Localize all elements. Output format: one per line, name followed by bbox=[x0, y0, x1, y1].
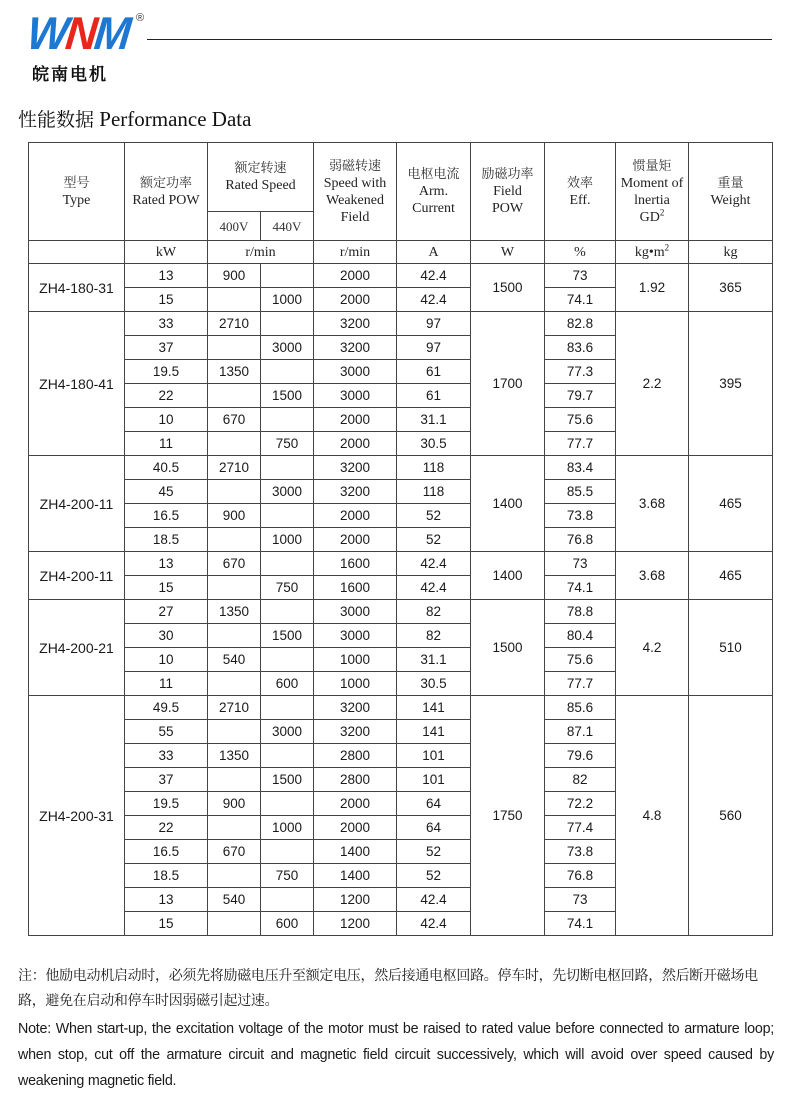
cell-speed-400v: 1350 bbox=[208, 600, 261, 624]
cell-type: ZH4-200-11 bbox=[29, 552, 125, 600]
cell-type: ZH4-200-31 bbox=[29, 696, 125, 936]
cell-speed-400v bbox=[208, 480, 261, 504]
cell-rated-pow: 15 bbox=[125, 576, 208, 600]
cell-type: ZH4-180-31 bbox=[29, 264, 125, 312]
cell-efficiency: 82 bbox=[545, 768, 616, 792]
cell-rated-pow: 15 bbox=[125, 912, 208, 936]
cell-speed-400v bbox=[208, 864, 261, 888]
cell-field-pow: 1750 bbox=[471, 696, 545, 936]
table-row bbox=[29, 264, 773, 288]
cell-weakened-speed: 3200 bbox=[314, 696, 397, 720]
cell-speed-400v: 670 bbox=[208, 840, 261, 864]
cell-rated-pow: 45 bbox=[125, 480, 208, 504]
cell-speed-400v: 540 bbox=[208, 888, 261, 912]
cell-arm-current: 42.4 bbox=[397, 264, 471, 288]
cell-efficiency: 80.4 bbox=[545, 624, 616, 648]
cell-weakened-speed: 3200 bbox=[314, 456, 397, 480]
cell-efficiency: 77.7 bbox=[545, 432, 616, 456]
cell-speed-400v: 670 bbox=[208, 408, 261, 432]
table-row bbox=[29, 456, 773, 480]
cell-weakened-speed: 2000 bbox=[314, 408, 397, 432]
cell-weakened-speed: 1400 bbox=[314, 840, 397, 864]
performance-table bbox=[28, 142, 773, 936]
cell-arm-current: 52 bbox=[397, 504, 471, 528]
cell-speed-440v: 3000 bbox=[261, 336, 314, 360]
cell-arm-current: 64 bbox=[397, 792, 471, 816]
header-weight: 重量 Weight bbox=[689, 143, 773, 241]
cell-weakened-speed: 1200 bbox=[314, 912, 397, 936]
cell-weight: 560 bbox=[689, 696, 773, 936]
cell-speed-400v: 2710 bbox=[208, 696, 261, 720]
cell-speed-440v bbox=[261, 360, 314, 384]
cell-speed-440v bbox=[261, 600, 314, 624]
cell-efficiency: 73.8 bbox=[545, 840, 616, 864]
cell-speed-440v: 750 bbox=[261, 432, 314, 456]
cell-inertia: 1.92 bbox=[616, 264, 689, 312]
cell-efficiency: 73 bbox=[545, 888, 616, 912]
cell-arm-current: 42.4 bbox=[397, 288, 471, 312]
cell-efficiency: 77.3 bbox=[545, 360, 616, 384]
cell-rated-pow: 33 bbox=[125, 312, 208, 336]
cell-speed-440v bbox=[261, 888, 314, 912]
cell-weakened-speed: 2000 bbox=[314, 264, 397, 288]
cell-inertia: 3.68 bbox=[616, 552, 689, 600]
cell-inertia: 4.8 bbox=[616, 696, 689, 936]
cell-inertia: 2.2 bbox=[616, 312, 689, 456]
cell-speed-400v: 540 bbox=[208, 648, 261, 672]
cell-rated-pow: 18.5 bbox=[125, 528, 208, 552]
cell-efficiency: 74.1 bbox=[545, 288, 616, 312]
cell-weight: 465 bbox=[689, 456, 773, 552]
cell-rated-pow: 16.5 bbox=[125, 504, 208, 528]
cell-arm-current: 141 bbox=[397, 720, 471, 744]
header-weakened-speed: 弱磁转速 Speed with Weakened Field bbox=[314, 143, 397, 241]
cell-efficiency: 83.4 bbox=[545, 456, 616, 480]
cell-speed-440v bbox=[261, 264, 314, 288]
cell-speed-440v: 1000 bbox=[261, 528, 314, 552]
cell-weakened-speed: 2800 bbox=[314, 768, 397, 792]
notes bbox=[18, 964, 774, 1094]
cell-speed-400v: 900 bbox=[208, 504, 261, 528]
cell-rated-pow: 11 bbox=[125, 672, 208, 696]
cell-rated-pow: 49.5 bbox=[125, 696, 208, 720]
cell-arm-current: 42.4 bbox=[397, 888, 471, 912]
cell-rated-pow: 22 bbox=[125, 384, 208, 408]
cell-efficiency: 75.6 bbox=[545, 408, 616, 432]
cell-arm-current: 30.5 bbox=[397, 432, 471, 456]
registered-trademark-icon: ® bbox=[136, 12, 145, 24]
cell-weakened-speed: 3200 bbox=[314, 480, 397, 504]
cell-arm-current: 82 bbox=[397, 600, 471, 624]
cell-weakened-speed: 3200 bbox=[314, 336, 397, 360]
cell-weakened-speed: 1600 bbox=[314, 552, 397, 576]
cell-arm-current: 52 bbox=[397, 840, 471, 864]
cell-rated-pow: 40.5 bbox=[125, 456, 208, 480]
header-400v: 400V bbox=[208, 212, 261, 241]
cell-arm-current: 61 bbox=[397, 384, 471, 408]
cell-efficiency: 75.6 bbox=[545, 648, 616, 672]
cell-rated-pow: 55 bbox=[125, 720, 208, 744]
cell-arm-current: 101 bbox=[397, 768, 471, 792]
cell-type: ZH4-200-11 bbox=[29, 456, 125, 552]
cell-efficiency: 73 bbox=[545, 264, 616, 288]
cell-weakened-speed: 1600 bbox=[314, 576, 397, 600]
cell-weakened-speed: 2000 bbox=[314, 816, 397, 840]
header-440v: 440V bbox=[261, 212, 314, 241]
cell-arm-current: 42.4 bbox=[397, 576, 471, 600]
table-row bbox=[29, 312, 773, 336]
cell-rated-pow: 22 bbox=[125, 816, 208, 840]
cell-speed-440v: 1500 bbox=[261, 384, 314, 408]
cell-efficiency: 73.8 bbox=[545, 504, 616, 528]
cell-rated-pow: 27 bbox=[125, 600, 208, 624]
header-rated-pow: 额定功率 Rated POW bbox=[125, 143, 208, 241]
cell-field-pow: 1500 bbox=[471, 264, 545, 312]
header-efficiency: 效率 Eff. bbox=[545, 143, 616, 241]
cell-speed-400v bbox=[208, 912, 261, 936]
cell-speed-400v bbox=[208, 288, 261, 312]
cell-weakened-speed: 1400 bbox=[314, 864, 397, 888]
cell-rated-pow: 13 bbox=[125, 552, 208, 576]
cell-speed-400v bbox=[208, 816, 261, 840]
header-field-pow: 励磁功率 Field POW bbox=[471, 143, 545, 241]
company-logo bbox=[24, 7, 150, 85]
cell-speed-400v bbox=[208, 624, 261, 648]
cell-weakened-speed: 1000 bbox=[314, 672, 397, 696]
cell-efficiency: 83.6 bbox=[545, 336, 616, 360]
cell-speed-440v bbox=[261, 456, 314, 480]
cell-weakened-speed: 2000 bbox=[314, 504, 397, 528]
cell-weight: 365 bbox=[689, 264, 773, 312]
cell-speed-400v bbox=[208, 336, 261, 360]
section-title: 性能数据 Performance Data bbox=[18, 107, 252, 131]
cell-speed-440v bbox=[261, 744, 314, 768]
cell-arm-current: 97 bbox=[397, 312, 471, 336]
cell-field-pow: 1400 bbox=[471, 552, 545, 600]
cell-efficiency: 73 bbox=[545, 552, 616, 576]
cell-speed-440v bbox=[261, 840, 314, 864]
cell-weakened-speed: 2000 bbox=[314, 432, 397, 456]
cell-speed-400v: 2710 bbox=[208, 456, 261, 480]
cell-efficiency: 78.8 bbox=[545, 600, 616, 624]
table-row bbox=[29, 600, 773, 624]
cell-speed-400v bbox=[208, 768, 261, 792]
cell-speed-440v bbox=[261, 504, 314, 528]
cell-arm-current: 31.1 bbox=[397, 408, 471, 432]
cell-arm-current: 118 bbox=[397, 456, 471, 480]
cell-rated-pow: 13 bbox=[125, 264, 208, 288]
cell-inertia: 3.68 bbox=[616, 456, 689, 552]
unit-type bbox=[29, 241, 125, 264]
cell-speed-440v: 1500 bbox=[261, 624, 314, 648]
cell-arm-current: 42.4 bbox=[397, 912, 471, 936]
cell-arm-current: 101 bbox=[397, 744, 471, 768]
cell-speed-440v: 750 bbox=[261, 576, 314, 600]
header-rated-speed: 额定转速 Rated Speed bbox=[208, 143, 314, 212]
cell-arm-current: 52 bbox=[397, 528, 471, 552]
cell-arm-current: 141 bbox=[397, 696, 471, 720]
cell-speed-400v: 1350 bbox=[208, 744, 261, 768]
unit-field-pow: W bbox=[471, 241, 545, 264]
cell-weakened-speed: 1000 bbox=[314, 648, 397, 672]
cell-speed-440v bbox=[261, 552, 314, 576]
cell-rated-pow: 30 bbox=[125, 624, 208, 648]
table-body bbox=[29, 264, 773, 936]
cell-weight: 395 bbox=[689, 312, 773, 456]
cell-speed-440v bbox=[261, 408, 314, 432]
cell-speed-400v bbox=[208, 672, 261, 696]
cell-efficiency: 74.1 bbox=[545, 912, 616, 936]
cell-efficiency: 77.4 bbox=[545, 816, 616, 840]
cell-rated-pow: 10 bbox=[125, 648, 208, 672]
cell-speed-440v: 750 bbox=[261, 864, 314, 888]
cell-efficiency: 79.7 bbox=[545, 384, 616, 408]
unit-rated-pow: kW bbox=[125, 241, 208, 264]
unit-inertia: $kg•m^2$ bbox=[616, 241, 689, 264]
cell-speed-400v: 900 bbox=[208, 792, 261, 816]
cell-speed-400v bbox=[208, 384, 261, 408]
cell-rated-pow: 18.5 bbox=[125, 864, 208, 888]
cell-rated-pow: 11 bbox=[125, 432, 208, 456]
cell-speed-440v bbox=[261, 312, 314, 336]
cell-speed-400v: 670 bbox=[208, 552, 261, 576]
cell-efficiency: 76.8 bbox=[545, 528, 616, 552]
cell-arm-current: 64 bbox=[397, 816, 471, 840]
cell-weakened-speed: 3200 bbox=[314, 312, 397, 336]
cell-field-pow: 1700 bbox=[471, 312, 545, 456]
cell-efficiency: 82.8 bbox=[545, 312, 616, 336]
header-type: 型号 Type bbox=[29, 143, 125, 241]
cell-field-pow: 1500 bbox=[471, 600, 545, 696]
cell-arm-current: 31.1 bbox=[397, 648, 471, 672]
cell-weakened-speed: 2800 bbox=[314, 744, 397, 768]
cell-weight: 465 bbox=[689, 552, 773, 600]
cell-arm-current: 52 bbox=[397, 864, 471, 888]
unit-rated-speed: r/min bbox=[208, 241, 314, 264]
cell-arm-current: 42.4 bbox=[397, 552, 471, 576]
note-chinese: 注：他励电动机启动时，必须先将励磁电压升至额定电压，然后接通电枢回路。停车时，先切断电枢回路，然后断开磁场电路，避免在启动和停车时因弱磁引起过速。 bbox=[18, 968, 758, 1009]
cell-efficiency: 77.7 bbox=[545, 672, 616, 696]
note-english: Note: When start-up, the excitation voltage of the motor must be raised to rated value before connected to armature loop; when stop, cut off the armature circuit and magnetic field circuit successively, which will avoid over speed caused by weakening magnetic field. bbox=[18, 1021, 774, 1089]
header-arm-current: 电枢电流 Arm. Current bbox=[397, 143, 471, 241]
cell-arm-current: 118 bbox=[397, 480, 471, 504]
unit-arm-current: A bbox=[397, 241, 471, 264]
cell-weakened-speed: 3000 bbox=[314, 624, 397, 648]
cell-speed-440v: 3000 bbox=[261, 720, 314, 744]
cell-efficiency: 87.1 bbox=[545, 720, 616, 744]
cell-weakened-speed: 1200 bbox=[314, 888, 397, 912]
cell-arm-current: 61 bbox=[397, 360, 471, 384]
cell-weakened-speed: 3200 bbox=[314, 720, 397, 744]
cell-efficiency: 85.5 bbox=[545, 480, 616, 504]
cell-speed-440v bbox=[261, 792, 314, 816]
cell-inertia: 4.2 bbox=[616, 600, 689, 696]
header-divider bbox=[147, 39, 772, 40]
cell-rated-pow: 33 bbox=[125, 744, 208, 768]
unit-efficiency: % bbox=[545, 241, 616, 264]
cell-rated-pow: 19.5 bbox=[125, 360, 208, 384]
cell-rated-pow: 37 bbox=[125, 336, 208, 360]
cell-field-pow: 1400 bbox=[471, 456, 545, 552]
cell-rated-pow: 16.5 bbox=[125, 840, 208, 864]
cell-arm-current: 97 bbox=[397, 336, 471, 360]
cell-rated-pow: 19.5 bbox=[125, 792, 208, 816]
cell-efficiency: 74.1 bbox=[545, 576, 616, 600]
cell-speed-400v: 900 bbox=[208, 264, 261, 288]
cell-speed-440v bbox=[261, 696, 314, 720]
cell-type: ZH4-200-21 bbox=[29, 600, 125, 696]
cell-speed-440v bbox=[261, 648, 314, 672]
cell-rated-pow: 37 bbox=[125, 768, 208, 792]
cell-efficiency: 79.6 bbox=[545, 744, 616, 768]
cell-weight: 510 bbox=[689, 600, 773, 696]
logo-wordmark: WNM bbox=[24, 7, 132, 59]
cell-speed-400v: 1350 bbox=[208, 360, 261, 384]
cell-weakened-speed: 3000 bbox=[314, 360, 397, 384]
cell-efficiency: 72.2 bbox=[545, 792, 616, 816]
cell-arm-current: 82 bbox=[397, 624, 471, 648]
cell-speed-400v: 2710 bbox=[208, 312, 261, 336]
cell-weakened-speed: 2000 bbox=[314, 528, 397, 552]
cell-efficiency: 76.8 bbox=[545, 864, 616, 888]
cell-efficiency: 85.6 bbox=[545, 696, 616, 720]
cell-rated-pow: 15 bbox=[125, 288, 208, 312]
cell-weakened-speed: 2000 bbox=[314, 792, 397, 816]
cell-speed-400v bbox=[208, 528, 261, 552]
cell-rated-pow: 10 bbox=[125, 408, 208, 432]
unit-weakened-speed: r/min bbox=[314, 241, 397, 264]
cell-speed-400v bbox=[208, 576, 261, 600]
cell-speed-440v: 1000 bbox=[261, 816, 314, 840]
cell-weakened-speed: 3000 bbox=[314, 600, 397, 624]
cell-speed-440v: 1500 bbox=[261, 768, 314, 792]
cell-speed-440v: 1000 bbox=[261, 288, 314, 312]
cell-arm-current: 30.5 bbox=[397, 672, 471, 696]
cell-rated-pow: 13 bbox=[125, 888, 208, 912]
cell-speed-440v: 600 bbox=[261, 912, 314, 936]
cell-speed-400v bbox=[208, 432, 261, 456]
header-inertia: 惯量矩 Moment of lnertia $GD^2$ bbox=[616, 143, 689, 241]
cell-weakened-speed: 2000 bbox=[314, 288, 397, 312]
cell-speed-440v: 3000 bbox=[261, 480, 314, 504]
cell-type: ZH4-180-41 bbox=[29, 312, 125, 456]
company-name-cn: 皖南电机 bbox=[32, 65, 108, 85]
cell-speed-400v bbox=[208, 720, 261, 744]
cell-weakened-speed: 3000 bbox=[314, 384, 397, 408]
cell-speed-440v: 600 bbox=[261, 672, 314, 696]
unit-weight: kg bbox=[689, 241, 773, 264]
table-row bbox=[29, 696, 773, 720]
table-row bbox=[29, 552, 773, 576]
